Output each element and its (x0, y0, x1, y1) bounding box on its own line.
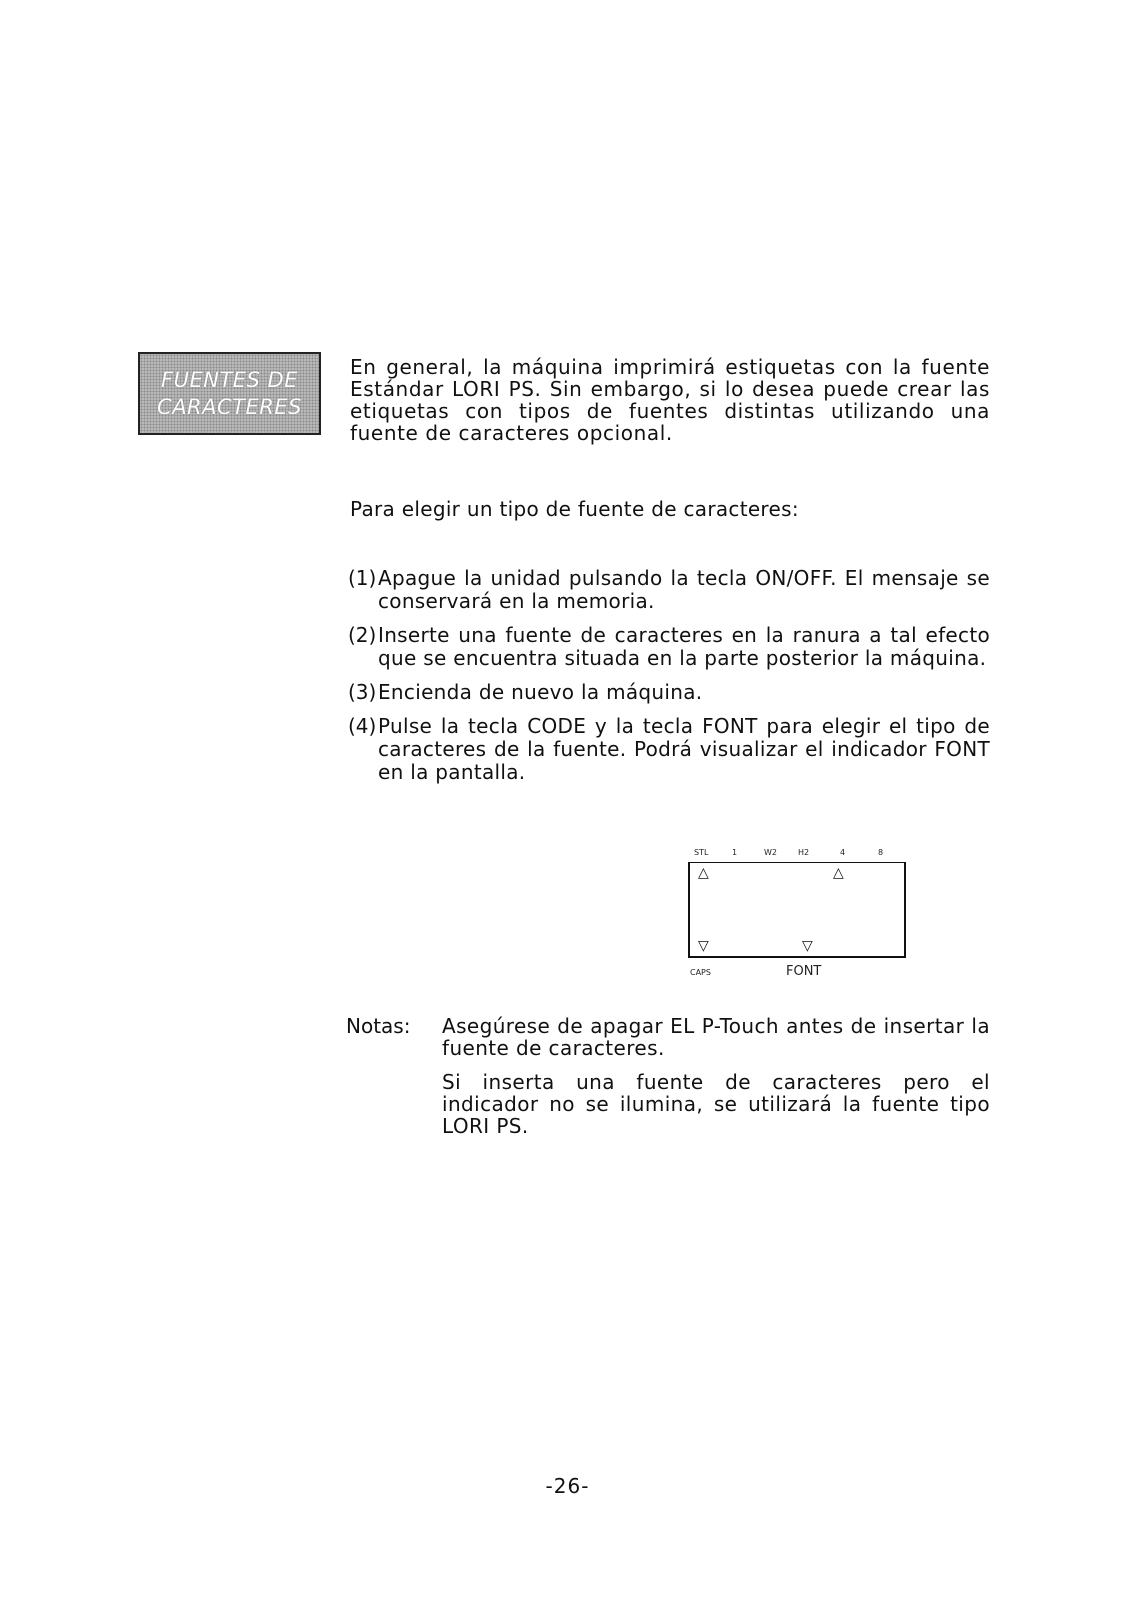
step-text: Pulse la tecla CODE y la tecla FONT para elegir el tipo de caracteres de la fuente. Podrá visualizar el indicador FONT en la pantalla. (378, 714, 990, 784)
instructions-heading: Para elegir un tipo de fuente de caracteres: (350, 497, 799, 521)
indicator-label-h2: H2 (798, 848, 810, 857)
section-title-line-2: CARACTERES (157, 394, 302, 419)
step-text: Encienda de nuevo la máquina. (378, 680, 703, 704)
step-text: Inserte una fuente de caracteres en la ranura a tal efecto que se encuentra situada en la parte posterior la máquina. (378, 623, 990, 670)
notes-body (442, 1015, 990, 1149)
indicator-label-font: FONT (786, 964, 822, 979)
step-item (348, 624, 990, 670)
page-number: -26- (545, 1474, 590, 1498)
step-number: (4) (348, 714, 377, 738)
indicator-label-caps: CAPS (690, 968, 711, 977)
note-item: Asegúrese de apagar EL P-Touch antes de insertar la fuente de caracteres. (442, 1014, 990, 1060)
up-arrow-icon: △ (833, 865, 844, 881)
lcd-screen (688, 862, 906, 958)
notes-label: Notas: (346, 1014, 411, 1038)
indicator-label-4: 4 (840, 848, 846, 857)
indicator-label-1: 1 (732, 848, 738, 857)
step-number: (3) (348, 680, 377, 704)
section-title-line-1: FUENTES DE (161, 367, 298, 392)
up-arrow-icon: △ (698, 865, 709, 881)
step-item (348, 567, 990, 613)
down-arrow-icon: ▽ (698, 938, 709, 954)
intro-paragraph: En general, la máquina imprimirá estiquetas con la fuente Estándar LORI PS. Sin embargo, si lo desea puede crear las etiquetas con tipos de fuentes distintas utilizando una fuente de caracteres opcional. (350, 355, 990, 445)
steps-list (348, 567, 990, 795)
step-item (348, 681, 990, 704)
indicator-label-8: 8 (878, 848, 884, 857)
step-text: Apague la unidad pulsando la tecla ON/OFF. El mensaje se conservará en la memoria. (378, 566, 990, 613)
step-item (348, 715, 990, 784)
lcd-display-diagram (688, 848, 908, 978)
section-title-box (138, 352, 321, 435)
indicator-label-stl: STL (694, 848, 709, 857)
step-number: (1) (348, 566, 377, 590)
step-number: (2) (348, 623, 377, 647)
indicator-label-w2: W2 (764, 848, 777, 857)
note-item: Si inserta una fuente de caracteres pero el indicador no se ilumina, se utilizará la fuente tipo LORI PS. (442, 1070, 990, 1138)
down-arrow-icon: ▽ (802, 938, 813, 954)
